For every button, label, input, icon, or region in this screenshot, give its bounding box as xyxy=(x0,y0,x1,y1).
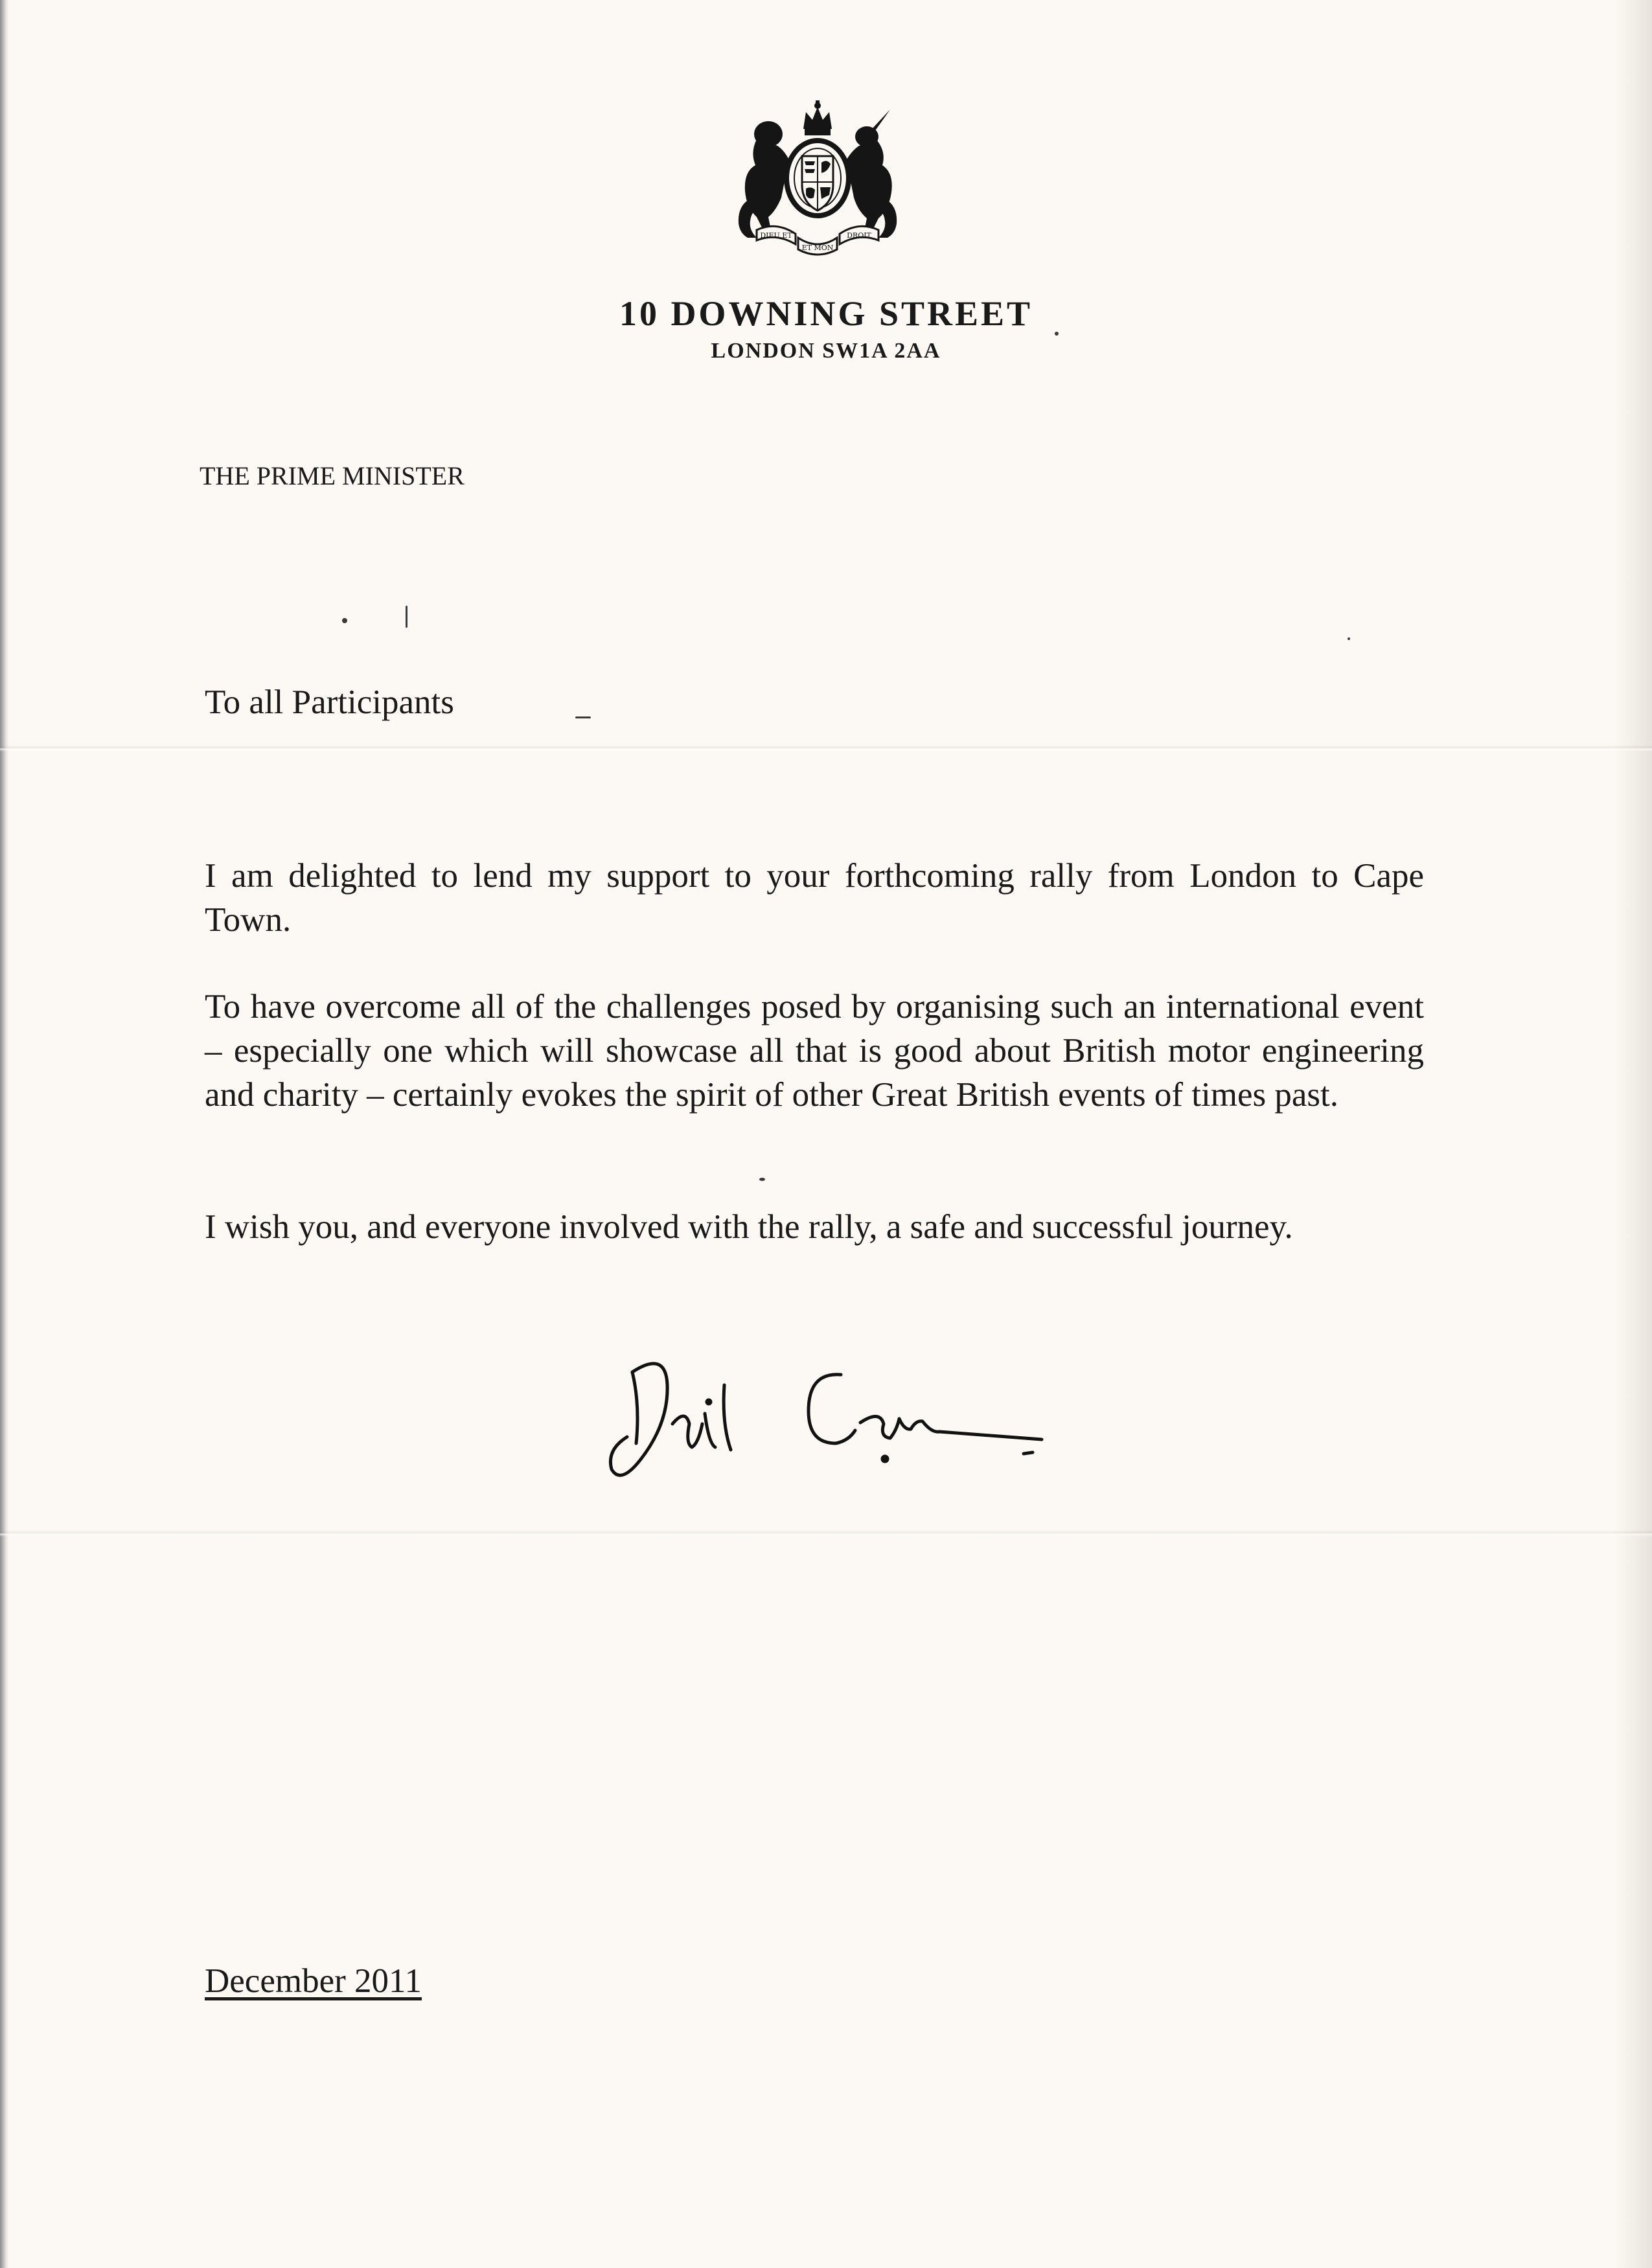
royal-coat-of-arms-icon xyxy=(731,100,904,261)
scan-speck xyxy=(406,606,407,628)
letter-date: December 2011 xyxy=(205,1962,422,2000)
sender-title: THE PRIME MINISTER xyxy=(200,461,465,490)
body-paragraph-2: To have overcome all of the challenges posed by organising such an international event – especially one which will showcase all that is good about British motor engineering and charity – certainly evokes the spirit of other Great British events of times past. xyxy=(205,988,1424,1114)
scan-speck xyxy=(1348,637,1350,640)
letterhead-address-line-2: LONDON SW1A 2AA xyxy=(711,339,941,363)
scan-speck xyxy=(575,716,591,718)
body-paragraph-1: I am delighted to lend my support to your forthcoming rally from London to Cape Town. xyxy=(205,857,1424,939)
handwritten-signature xyxy=(595,1346,1048,1489)
scan-speck xyxy=(1055,332,1059,336)
salutation: To all Participants xyxy=(205,683,454,721)
crest-motto-bottom: ET MON xyxy=(801,244,834,252)
body-paragraph-3: I wish you, and everyone involved with the rally, a safe and successful journey. xyxy=(205,1208,1293,1246)
crest-motto-right: DROIT xyxy=(847,231,871,240)
paper-fold-upper xyxy=(0,745,1652,751)
scan-speck xyxy=(759,1178,765,1181)
scan-speck xyxy=(342,618,347,623)
letterhead-address-line-1: 10 DOWNING STREET xyxy=(619,294,1033,333)
paper-fold-lower xyxy=(0,1530,1652,1537)
crest-motto-left: DIEU ET xyxy=(760,231,792,240)
